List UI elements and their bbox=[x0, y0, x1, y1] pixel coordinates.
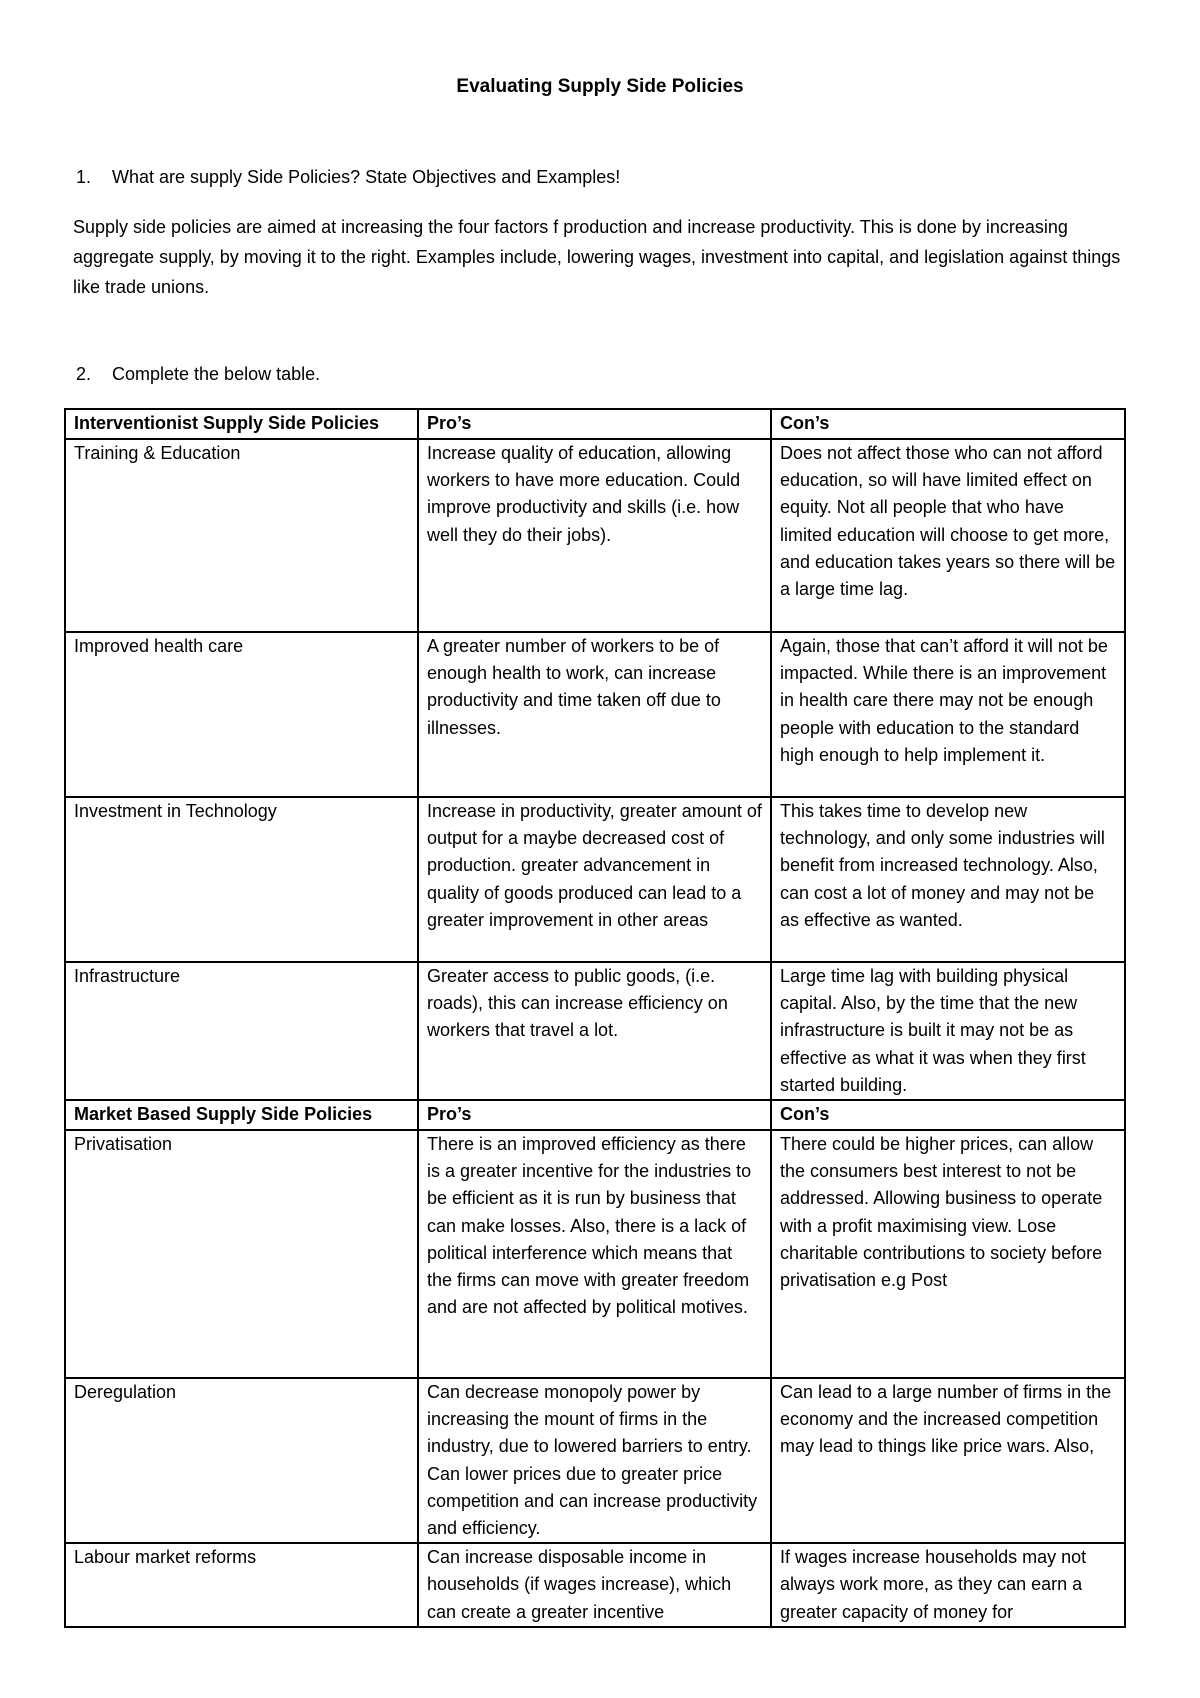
pros-cell: A greater number of workers to be of enough health to work, can increase productivity and time taken off due to illnesses. bbox=[418, 632, 771, 797]
cons-cell: There could be higher prices, can allow the consumers best interest to not be addressed. Allowing business to operate with a profit maximising view. Lose charitable contributions to society before privatisation e.g Post bbox=[771, 1130, 1125, 1378]
table-row bbox=[65, 797, 1125, 962]
policy-cell: Deregulation bbox=[65, 1378, 418, 1543]
table-row bbox=[65, 962, 1125, 1100]
pros-cell: Can decrease monopoly power by increasing the mount of firms in the industry, due to lowered barriers to entry. Can lower prices due to greater price competition and can increase productivity and efficiency. bbox=[418, 1378, 771, 1543]
table-row bbox=[65, 1543, 1125, 1627]
header-pros-cell: Pro’s bbox=[418, 409, 771, 439]
policy-cell: Privatisation bbox=[65, 1130, 418, 1378]
pros-cell: There is an improved efficiency as there is a greater incentive for the industries to be efficient as it is run by business that can make losses. Also, there is a lack of political interference which means that the firms can move with greater freedom and are not affected by political motives. bbox=[418, 1130, 771, 1378]
table-row bbox=[65, 632, 1125, 797]
question-2-text: Complete the below table. bbox=[112, 364, 321, 384]
policies-table bbox=[64, 408, 1126, 1628]
header-cons-cell: Con’s bbox=[771, 409, 1125, 439]
question-1-number: 1. bbox=[76, 167, 92, 187]
cons-cell: Large time lag with building physical capital. Also, by the time that the new infrastructure is built it may not be as effective as what it was when they first started building. bbox=[771, 962, 1125, 1100]
interventionist-header-row bbox=[65, 409, 1125, 439]
pros-cell: Greater access to public goods, (i.e. roads), this can increase efficiency on workers that travel a lot. bbox=[418, 962, 771, 1100]
pros-cell: Increase quality of education, allowing workers to have more education. Could improve productivity and skills (i.e. how well they do their jobs). bbox=[418, 439, 771, 632]
header-policy-cell: Market Based Supply Side Policies bbox=[65, 1100, 418, 1130]
question-1-answer: Supply side policies are aimed at increasing the four factors f production and increase productivity. This is done by increasing aggregate supply, by moving it to the right. Examples include, lowering wages, investment into capital, and legislation against things like trade unions. bbox=[73, 217, 1121, 297]
policy-cell: Training & Education bbox=[65, 439, 418, 632]
policy-cell: Labour market reforms bbox=[65, 1543, 418, 1627]
policy-cell: Investment in Technology bbox=[65, 797, 418, 962]
cons-cell: Does not affect those who can not afford education, so will have limited effect on equity. Not all people that who have limited education will choose to get more, and education takes years so there will be a large time lag. bbox=[771, 439, 1125, 632]
header-policy-cell: Interventionist Supply Side Policies bbox=[65, 409, 418, 439]
market-header-row bbox=[65, 1100, 1125, 1130]
pros-cell: Can increase disposable income in households (if wages increase), which can create a greater incentive bbox=[418, 1543, 771, 1627]
cons-cell: If wages increase households may not always work more, as they can earn a greater capacity of money for bbox=[771, 1543, 1125, 1627]
table-row bbox=[65, 1378, 1125, 1543]
pros-cell: Increase in productivity, greater amount of output for a maybe decreased cost of production. greater advancement in quality of goods produced can lead to a greater improvement in other areas bbox=[418, 797, 771, 962]
header-pros-cell: Pro’s bbox=[418, 1100, 771, 1130]
table-row bbox=[65, 1130, 1125, 1378]
document-title: Evaluating Supply Side Policies bbox=[456, 76, 744, 97]
cons-cell: Can lead to a large number of firms in the economy and the increased competition may lead to things like price wars. Also, bbox=[771, 1378, 1125, 1543]
question-1 bbox=[76, 167, 620, 188]
policy-cell: Improved health care bbox=[65, 632, 418, 797]
policy-cell: Infrastructure bbox=[65, 962, 418, 1100]
cons-cell: Again, those that can’t afford it will not be impacted. While there is an improvement in health care there may not be enough people with education to the standard high enough to help implement it. bbox=[771, 632, 1125, 797]
question-2-number: 2. bbox=[76, 364, 92, 384]
cons-cell: This takes time to develop new technology, and only some industries will benefit from increased technology. Also, can cost a lot of money and may not be as effective as wanted. bbox=[771, 797, 1125, 962]
question-1-text: What are supply Side Policies? State Objectives and Examples! bbox=[112, 167, 621, 187]
header-cons-cell: Con’s bbox=[771, 1100, 1125, 1130]
question-2 bbox=[76, 364, 320, 385]
table-row bbox=[65, 439, 1125, 632]
